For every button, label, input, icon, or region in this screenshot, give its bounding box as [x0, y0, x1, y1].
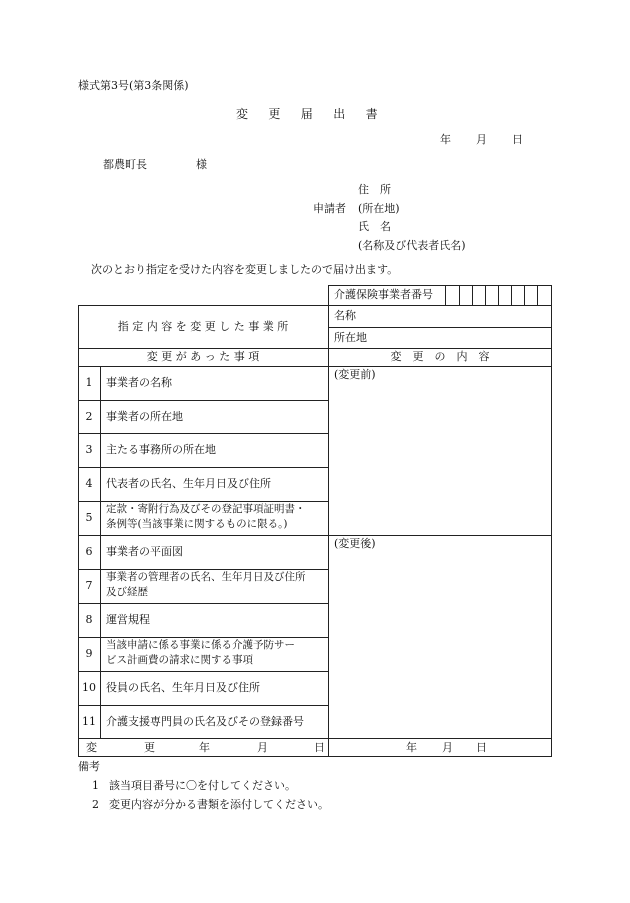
table-line — [498, 285, 499, 305]
change-date-month: 月 — [257, 741, 268, 754]
change-date-day: 日 — [314, 741, 325, 754]
change-date-year: 年 — [199, 741, 210, 754]
item-label-line2: 及び経歴 — [106, 586, 148, 598]
office-location-label: 所在地 — [334, 330, 367, 344]
item-number: 4 — [85, 477, 93, 491]
item-label: 事業者の名称 — [106, 376, 172, 390]
content-header: 変 更 の 内 容 — [390, 350, 490, 364]
item-number: 7 — [85, 579, 93, 593]
date-month-label: 月 — [476, 133, 487, 146]
office-name-label: 名称 — [334, 309, 356, 323]
table-line — [537, 285, 538, 305]
name-sub-label: (名称及び代表者氏名) — [358, 239, 466, 252]
item-number: 10 — [82, 681, 96, 695]
item-label: 事業者の所在地 — [106, 409, 183, 423]
item-label-line1: 定款・寄附行為及びその登記事項証明書・ — [106, 503, 306, 515]
item-number: 2 — [85, 409, 93, 423]
item-label: 介護支援専門員の氏名及びその登録番号 — [106, 714, 304, 728]
item-number: 1 — [85, 376, 93, 390]
table-line — [445, 285, 446, 305]
document-title: 変 更 届 出 書 — [236, 107, 382, 121]
address-sub-label: (所在地) — [358, 202, 400, 215]
note-number: 2 — [92, 798, 99, 811]
date-year-label: 年 — [440, 133, 451, 146]
item-number: 6 — [85, 545, 93, 559]
items-header: 変 更 が あ っ た 事 項 — [146, 350, 260, 364]
item-label: 主たる事務所の所在地 — [106, 443, 216, 457]
date-day-label: 日 — [512, 133, 523, 146]
change-date-label-2: 更 — [144, 741, 155, 754]
table-line — [524, 285, 525, 305]
item-number: 8 — [85, 613, 93, 627]
table-line — [472, 285, 473, 305]
address-label: 住 所 — [358, 183, 391, 196]
office-header: 指 定 内 容 を 変 更 し た 事 業 所 — [117, 319, 289, 333]
change-notification-table — [78, 285, 552, 757]
honorific: 様 — [196, 158, 207, 171]
intro-text: 次のとおり指定を受けた内容を変更しましたので届け出ます。 — [91, 263, 399, 276]
item-label-line2: ビス計画費の請求に関する事項 — [106, 654, 253, 666]
content-date-day: 日 — [476, 741, 487, 754]
content-date-month: 月 — [442, 741, 453, 754]
item-number: 5 — [85, 511, 93, 525]
provider-number-label: 介護保険事業者番号 — [334, 288, 433, 302]
content-date-year: 年 — [406, 741, 417, 754]
table-line — [78, 637, 328, 638]
note-text: 該当項目番号に〇を付してください。 — [109, 779, 296, 792]
before-label: (変更前) — [334, 368, 376, 382]
note-text: 変更内容が分かる書類を添付してください。 — [109, 798, 329, 811]
table-line — [459, 285, 460, 305]
form-number: 様式第3号(第3条関係) — [78, 79, 189, 92]
table-line — [485, 285, 486, 305]
item-label-line1: 事業者の管理者の氏名、生年月日及び住所 — [106, 571, 306, 583]
item-label-line1: 当該申請に係る事業に係る介護予防サー — [106, 639, 295, 651]
notes-title: 備考 — [78, 760, 100, 773]
item-number: 11 — [82, 714, 96, 728]
after-label: (変更後) — [334, 537, 376, 551]
table-line — [78, 501, 328, 502]
note-number: 1 — [92, 779, 99, 792]
item-label: 役員の氏名、生年月日及び住所 — [106, 681, 260, 695]
item-label: 代表者の氏名、生年月日及び住所 — [106, 477, 271, 491]
item-number: 9 — [85, 647, 93, 661]
item-label: 運営規程 — [106, 613, 150, 627]
addressee: 都農町長 — [103, 158, 147, 171]
name-label: 氏 名 — [358, 220, 391, 233]
table-line — [78, 569, 328, 570]
change-date-label-1: 変 — [86, 741, 97, 754]
item-label-line2: 条例等(当該事業に関するものに限る。) — [106, 518, 288, 530]
table-line — [78, 738, 552, 739]
table-line — [78, 756, 552, 757]
applicant-label: 申請者 — [313, 202, 346, 215]
item-label: 事業者の平面図 — [106, 545, 183, 559]
table-line — [511, 285, 512, 305]
item-number: 3 — [85, 443, 93, 457]
